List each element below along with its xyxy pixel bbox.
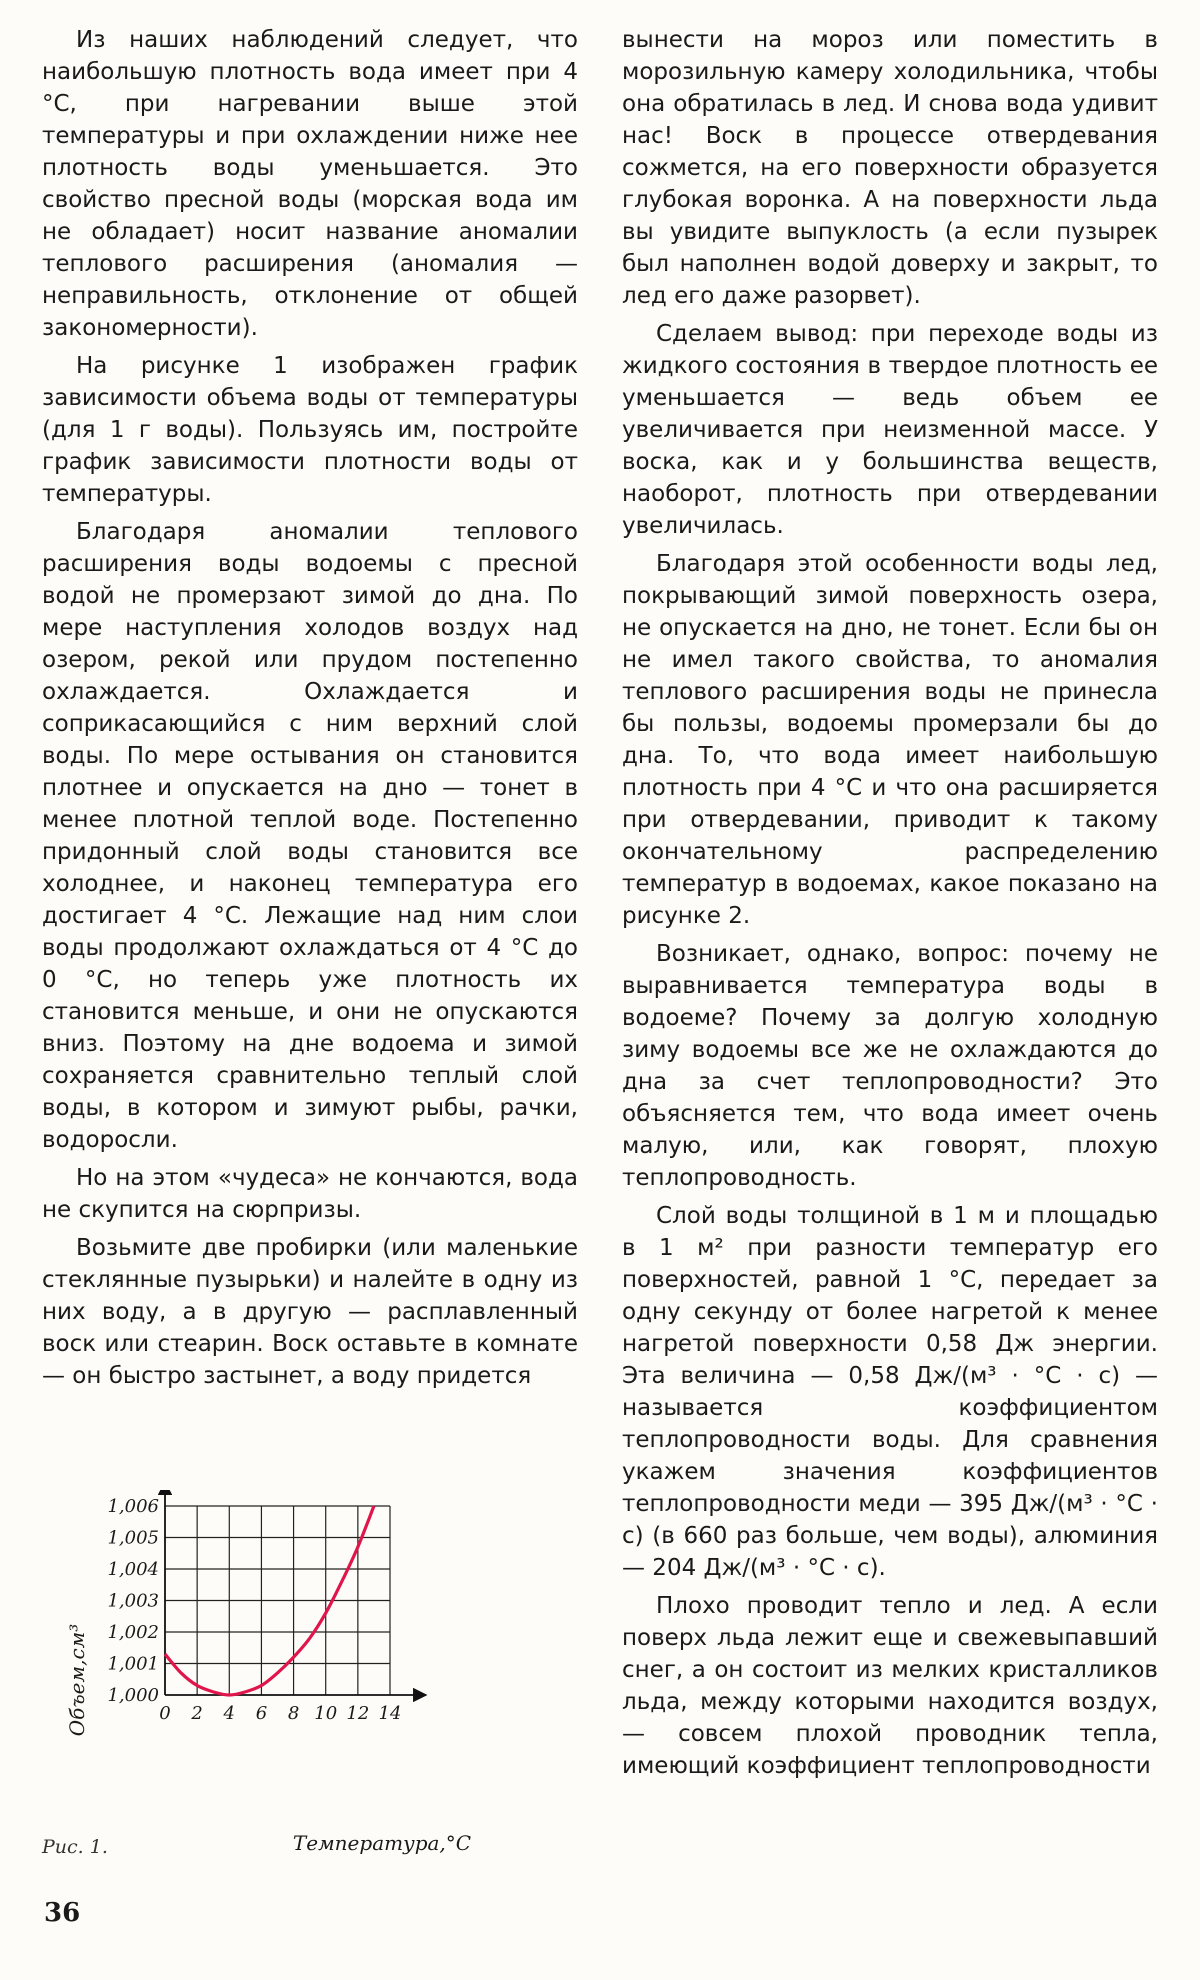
paragraph: Возьмите две пробирки (или маленькие стеклянные пузырьки) и налейте в одну из них воду, а в другую — расплавленный воск или стеарин. Воск оставьте в комнате — он быстро застынет, а воду придется — [42, 1235, 578, 1389]
paragraph: Благодаря этой особенности воды лед, покрывающий зимой поверхность озера, не опускается на дно, не тонет. Если бы он не имел такого свойства, то аномалия теплового расширения воды не принесла бы пользы, водоемы промерзали бы до дна. То, что вода имеет наибольшую плотность при 4 °С и что она расширяется при отвердевании, приводит к такому окончательному распределению температур в водоемах, какое показано на рисунке 2. — [622, 551, 1158, 929]
paragraph: Плохо проводит тепло и лед. А если поверх льда лежит еще и свежевыпавший снег, а он состоит из мелких кристалликов льда, между которыми находится воздух, — совсем плохой проводник тепла, имеющий коэффициент теплопроводности — [622, 1593, 1158, 1779]
y-tick-label: 1,003 — [107, 1590, 159, 1612]
right-column — [622, 24, 1158, 1782]
y-tick-label: 1,001 — [107, 1653, 159, 1675]
paragraph: Благодаря аномалии теплового расширения воды водоемы с пресной водой не промерзают зимой до дна. По мере наступления холодов воздух над озером, рекой или прудом постепенно охлаждается. Охлаждается и соприкасающийся с ним верхний слой воды. По мере остывания он становится плотнее и опускается на дно — тонет в менее плотной теплой воде. Постепенно придонный слой воды становится все холоднее, и наконец температура его достигает 4 °С. Лежащие над ним слои воды продолжают охлаждаться от 4 °С до 0 °С, но теперь уже плотность их становится меньше, и они не опускаются вниз. Поэтому на дне водоема и зимой сохраняется сравнительно теплый слой воды, в котором и зимуют рыбы, рачки, водоросли. — [42, 519, 578, 1153]
volume-temperature-chart — [42, 1490, 562, 1870]
y-axis-label: Объем,см³ — [65, 1623, 89, 1737]
x-tick-label: 8 — [287, 1703, 300, 1724]
x-tick-label: 6 — [255, 1703, 268, 1724]
chart-svg — [42, 1490, 562, 1870]
paragraph: Из наших наблюдений следует, что наибольшую плотность вода имеет при 4 °С, при нагревании выше этой температуры и при охлаждении ниже нее плотность воды уменьшается. Это свойство пресной воды (морская вода им не обладает) носит название аномалии теплового расширения (аномалия — неправильность, отклонение от общей закономерности). — [42, 27, 578, 341]
paragraph: На рисунке 1 изображен график зависимости объема воды от температуры (для 1 г воды). Пользуясь им, постройте график зависимости плотности воды от температуры. — [42, 353, 578, 507]
figure-caption: Рис. 1. — [42, 1836, 108, 1858]
paragraph: вынести на мороз или поместить в морозильную камеру холодильника, чтобы она обратилась в лед. И снова вода удивит нас! Воск в процессе отвердевания сожмется, на его поверхности образуется глубокая воронка. А на поверхности льда вы увидите выпуклость (а если пузырек был наполнен водой доверху и закрыт, то лед его даже разорвет). — [622, 27, 1158, 309]
x-tick-label: 0 — [159, 1703, 171, 1724]
page-number: 36 — [44, 1898, 81, 1928]
x-tick-label: 2 — [191, 1703, 203, 1724]
x-tick-label: 14 — [378, 1703, 402, 1724]
paragraph: Возникает, однако, вопрос: почему не выравнивается температура воды в водоеме? Почему за долгую холодную зиму водоемы все же не охлаждаются до дна за счет теплопроводности? Это объясняется тем, что вода имеет очень малую, или, как говорят, плохую теплопроводность. — [622, 941, 1158, 1191]
y-tick-label: 1,005 — [107, 1527, 159, 1549]
x-tick-label: 12 — [346, 1703, 370, 1724]
y-tick-label: 1,000 — [107, 1685, 159, 1706]
y-tick-label: 1,002 — [107, 1622, 159, 1643]
x-tick-label: 10 — [314, 1703, 338, 1724]
paragraph: Сделаем вывод: при переходе воды из жидкого состояния в твердое плотность ее уменьшается — ведь объем ее увеличивается при неизменной массе. У воска, как и у большинства веществ, наоборот, плотность при отвердевании увеличилась. — [622, 321, 1158, 539]
x-axis-label: Температура,°С — [292, 1831, 472, 1855]
y-tick-label: 1,006 — [107, 1496, 159, 1517]
left-column — [42, 24, 578, 1392]
paragraph: Но на этом «чудеса» не кончаются, вода не скупится на сюрпризы. — [42, 1165, 578, 1223]
y-tick-label: 1,004 — [107, 1559, 159, 1580]
paragraph: Слой воды толщиной в 1 м и площадью в 1 м² при разности температур его поверхностей, равной 1 °С, передает за одну секунду от более нагретой к менее нагретой поверхности 0,58 Дж энергии. Эта величина — 0,58 Дж/(м³ · °С · с) — называется коэффициентом теплопроводности воды. Для сравнения укажем значения коэффициентов теплопроводности меди — 395 Дж/(м³ · °С · с) (в 660 раз больше, чем воды), алюминия — 204 Дж/(м³ · °С · с). — [622, 1203, 1158, 1581]
x-tick-label: 4 — [223, 1703, 236, 1724]
